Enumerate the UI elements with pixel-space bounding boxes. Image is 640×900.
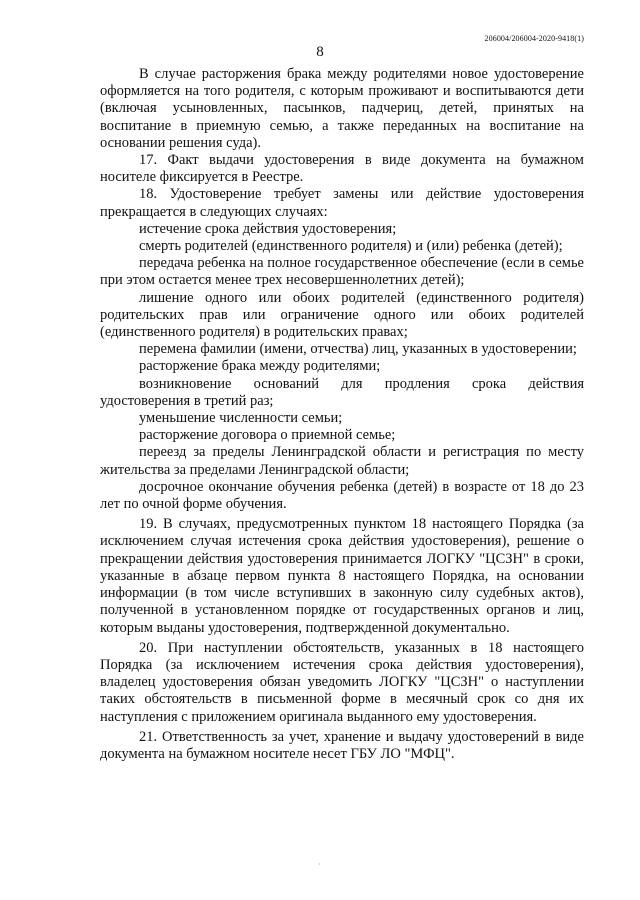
paragraph-divorce: В случае расторжения брака между родителями новое удостоверение оформляется на того родителя, с которым проживают и воспитываются дети (включая усыновленных, пасынков, падчериц, детей, принятых на воспитание в приемную семью, а также переданных на воспитание на основании решения суда). (100, 66, 584, 151)
list-item: лишение одного или обоих родителей (единственного родителя) родительских прав или ограничение одного или обоих родителей (единственного родителя) в родительских правах; (100, 289, 584, 341)
list-item: переезд за пределы Ленинградской области и регистрация по месту жительства за пределами Ленинградской области; (100, 444, 584, 478)
page-number: 8 (316, 44, 324, 60)
paragraph-20: 20. При наступлении обстоятельств, указанных в 18 настоящего Порядка (за исключением истечения срока действия удостоверения), владелец удостоверения обязан уведомить ЛОГКУ "ЦСЗН" о наступлении таких обстоятельств в письменной форме в месячный срок со дня их наступления с приложением оригинала выданного ему удостоверения. (100, 639, 584, 725)
paragraph-19: 19. В случаях, предусмотренных пунктом 18 настоящего Порядка (за исключением случая истечения срока действия удостоверения), решение о прекращении действия удостоверения принимается ЛОГКУ "ЦСЗН" в сроки, указанные в абзаце первом пункта 8 настоящего Порядка, на основании информации (в том числе вступивших в законную силу судебных актов), полученной в установленном порядке от государственных органов и лиц, которым выданы удостоверения, подтвержденной документально. (100, 516, 584, 636)
list-item: перемена фамилии (имени, отчества) лиц, указанных в удостоверении; (139, 341, 577, 358)
list-item: передача ребенка на полное государственное обеспечение (если в семье при этом остается менее трех несовершеннолетних детей); (100, 255, 584, 289)
list-item: смерть родителей (единственного родителя) и (или) ребенка (детей); (139, 238, 563, 255)
document-body (100, 66, 584, 763)
list-item: уменьшение численности семьи; (139, 410, 343, 427)
paragraph-21: 21. Ответственность за учет, хранение и выдачу удостоверений в виде документа на бумажном носителе несет ГБУ ЛО "МФЦ". (100, 728, 584, 762)
list-item: возникновение оснований для продления срока действия удостоверения в третий раз; (100, 375, 584, 409)
list-item: расторжение брака между родителями; (139, 358, 381, 375)
list-item: истечение срока действия удостоверения; (139, 220, 397, 237)
list-item: расторжение договора о приемной семье; (139, 427, 396, 444)
paragraph-17: 17. Факт выдачи удостоверения в виде документа на бумажном носителе фиксируется в Реестре. (100, 152, 584, 186)
paragraph-18: 18. Удостоверение требует замены или действие удостоверения прекращается в следующих случаях: (100, 186, 584, 220)
scan-speck: · (318, 860, 321, 869)
list-item: досрочное окончание обучения ребенка (детей) в возрасте от 18 до 23 лет по очной форме обучения. (100, 478, 584, 513)
document-id: 206004/206004-2020-9418(1) (484, 34, 584, 43)
